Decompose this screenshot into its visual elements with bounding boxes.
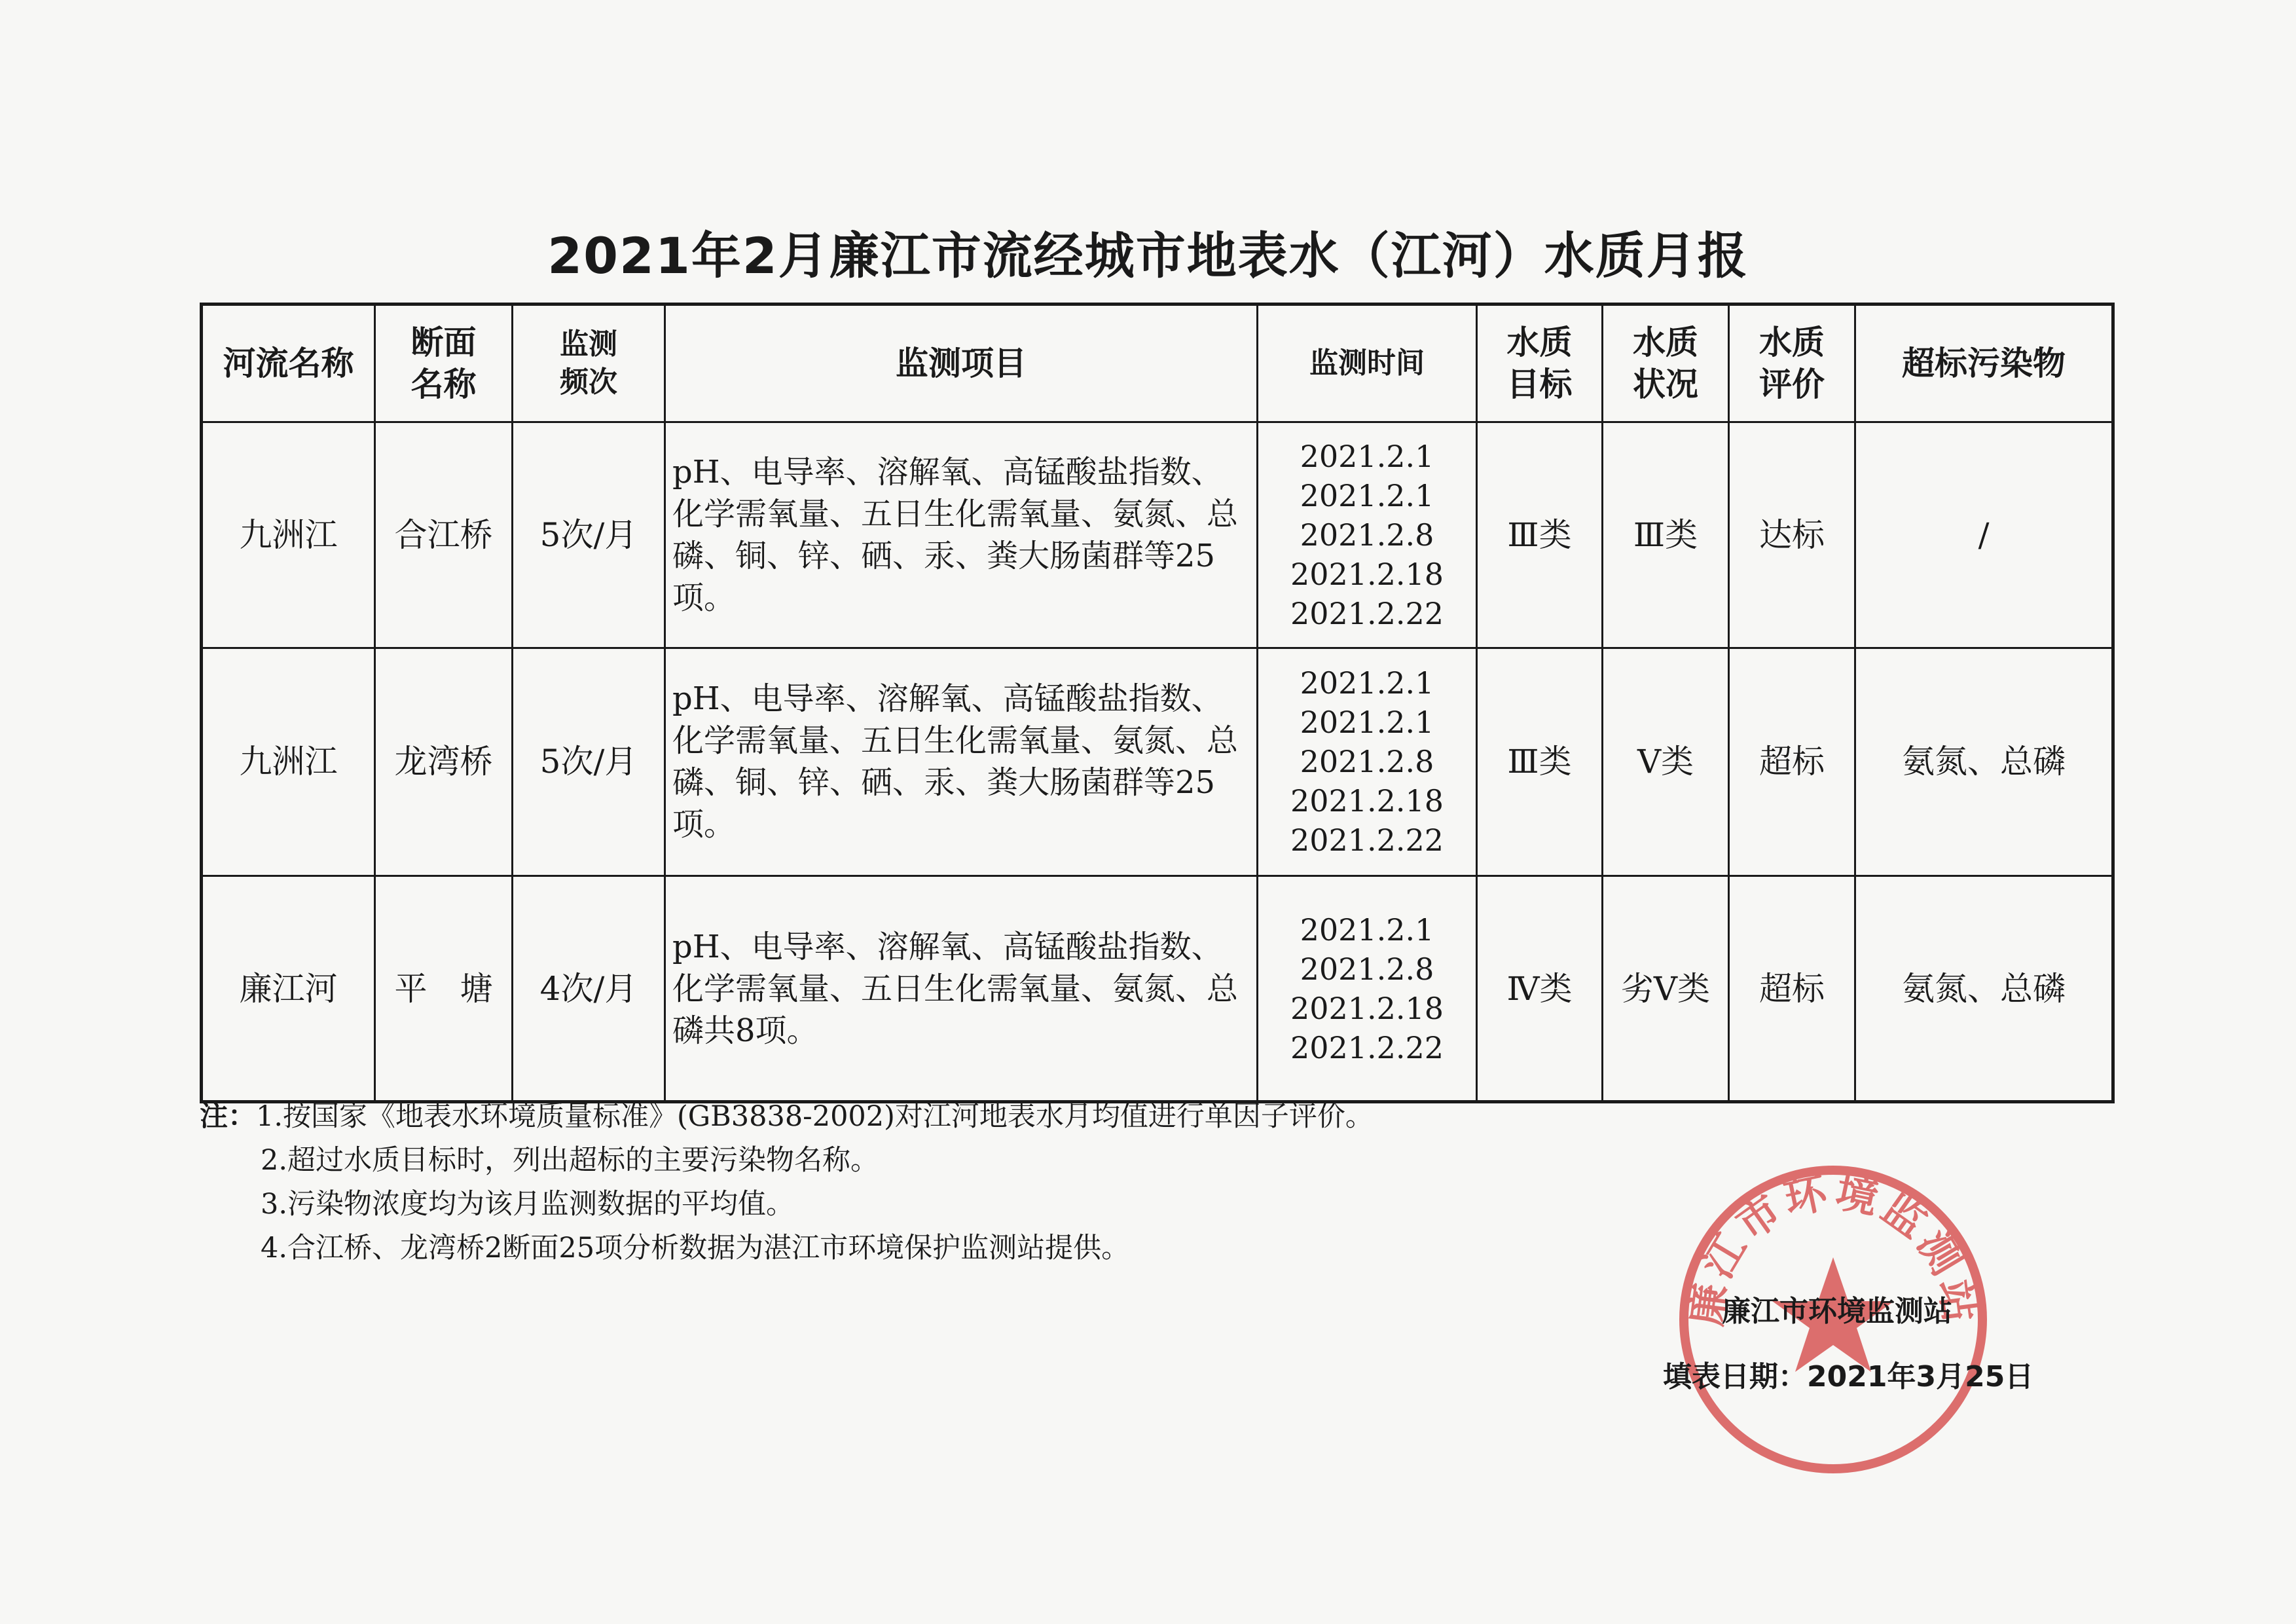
water-quality-table [200, 303, 2115, 1103]
header-section-name: 断面 名称 [375, 304, 513, 422]
header-target: 水质 目标 [1477, 304, 1603, 422]
note-item: 2.超过水质目标时，列出超标的主要污染物名称。 [261, 1144, 879, 1177]
cell-items: pH、电导率、溶解氧、高锰酸盐指数、化学需氧量、五日生化需氧量、氨氮、总磷、铜、锌、硒、汞、粪大肠菌群等25项。 [665, 422, 1258, 648]
cell-evaluation: 超标 [1729, 876, 1855, 1102]
cell-pollutants: 氨氮、总磷 [1855, 876, 2113, 1102]
cell-section: 合江桥 [375, 422, 513, 648]
cell-items: pH、电导率、溶解氧、高锰酸盐指数、化学需氧量、五日生化需氧量、氨氮、总磷共8项。 [665, 876, 1258, 1102]
svg-text:廉江市环境监测站: 廉江市环境监测站 [1682, 1168, 1984, 1329]
cell-status: Ⅴ类 [1603, 648, 1729, 876]
cell-evaluation: 超标 [1729, 648, 1855, 876]
cell-dates: 2021.2.1 2021.2.1 2021.2.8 2021.2.18 2021.2.22 [1258, 648, 1477, 876]
cell-target: Ⅲ类 [1477, 648, 1603, 876]
cell-section: 龙湾桥 [375, 648, 513, 876]
cell-pollutants: 氨氮、总磷 [1855, 648, 2113, 876]
cell-items: pH、电导率、溶解氧、高锰酸盐指数、化学需氧量、五日生化需氧量、氨氮、总磷、铜、锌、硒、汞、粪大肠菌群等25项。 [665, 648, 1258, 876]
header-evaluation: 水质 评价 [1729, 304, 1855, 422]
cell-status: 劣Ⅴ类 [1603, 876, 1729, 1102]
header-status: 水质 状况 [1603, 304, 1729, 422]
cell-status: Ⅲ类 [1603, 422, 1729, 648]
header-pollutants: 超标污染物 [1855, 304, 2113, 422]
fill-date: 填表日期：2021年3月25日 [1663, 1360, 2034, 1393]
cell-frequency: 4次/月 [513, 876, 665, 1102]
cell-river: 九洲江 [202, 648, 375, 876]
header-frequency: 监测 频次 [513, 304, 665, 422]
note-item: 4.合江桥、龙湾桥2断面25项分析数据为湛江市环境保护监测站提供。 [261, 1232, 1130, 1264]
header-items: 监测项目 [665, 304, 1258, 422]
cell-river: 九洲江 [202, 422, 375, 648]
header-river-name: 河流名称 [202, 304, 375, 422]
notes-section [200, 1095, 1374, 1270]
table-row [202, 876, 2113, 1102]
cell-section: 平 塘 [375, 876, 513, 1102]
note-item: 注：1.按国家《地表水环境质量标准》(GB3838-2002)对江河地表水月均值进行单因子评价。 [200, 1100, 1374, 1133]
header-time: 监测时间 [1258, 304, 1477, 422]
cell-dates: 2021.2.1 2021.2.1 2021.2.8 2021.2.18 2021.2.22 [1258, 422, 1477, 648]
table-row [202, 648, 2113, 876]
signature-block [1663, 1279, 2033, 1410]
organization-name: 廉江市环境监测站 [1722, 1295, 1952, 1328]
cell-river: 廉江河 [202, 876, 375, 1102]
notes-label: 注： [200, 1100, 256, 1133]
cell-frequency: 5次/月 [513, 648, 665, 876]
cell-target: Ⅲ类 [1477, 422, 1603, 648]
report-title: 2021年2月廉江市流经城市地表水（江河）水质月报 [547, 227, 1749, 285]
cell-dates: 2021.2.1 2021.2.8 2021.2.18 2021.2.22 [1258, 876, 1477, 1102]
cell-pollutants: / [1855, 422, 2113, 648]
cell-target: Ⅳ类 [1477, 876, 1603, 1102]
table-row [202, 422, 2113, 648]
note-item: 3.污染物浓度均为该月监测数据的平均值。 [261, 1188, 795, 1221]
cell-frequency: 5次/月 [513, 422, 665, 648]
cell-evaluation: 达标 [1729, 422, 1855, 648]
table-header-row [202, 304, 2113, 422]
